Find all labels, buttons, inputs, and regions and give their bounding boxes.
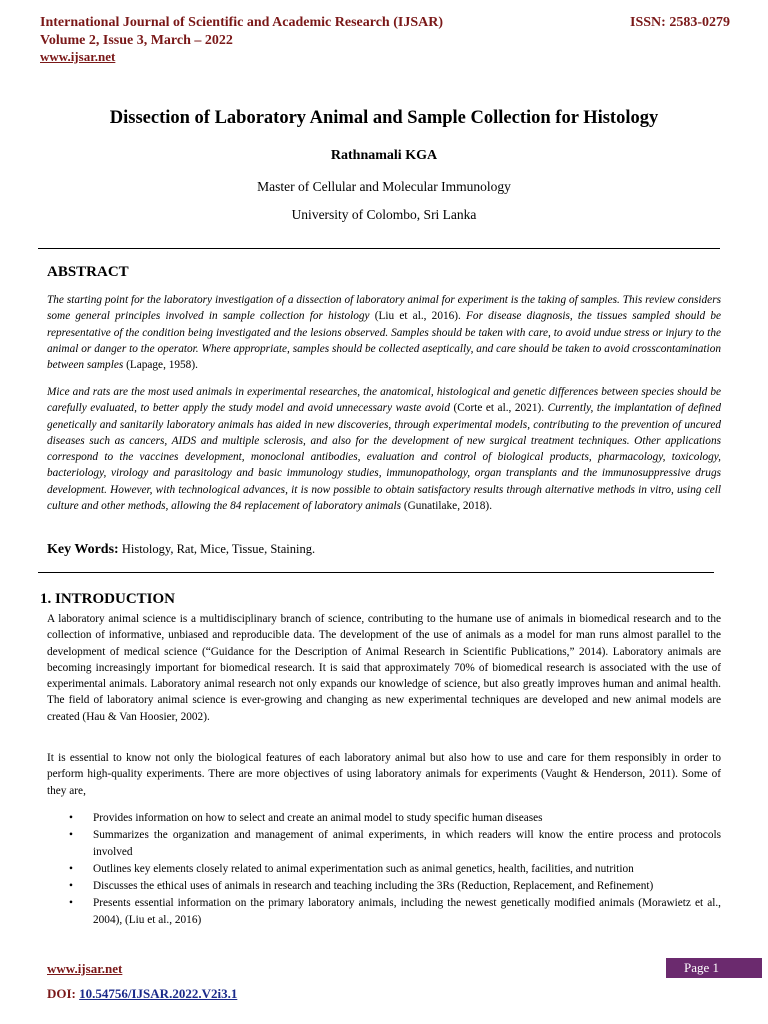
list-item bbox=[47, 861, 721, 877]
introduction-paragraph-2: It is essential to know not only the biological features of each laboratory animal but also how to use and care for them responsibly in order to perform high-quality experiments. There are more objectives of using laboratory animals for experiments (Vaught & Henderson, 2011). Some of they are, bbox=[47, 752, 721, 797]
list-item-text: Provides information on how to select and create an animal model to study specific human diseases bbox=[93, 812, 543, 824]
abstract-p1-italic-b: For disease diagnosis, the tissues sampled should be representative of the condition being investigated and the lesions observed. Samples should be taken with care, to avoid undue stress or injury to the animal or danger to the operator. Where appropriate, samples should be collected aseptically, and care should be taken to avoid crosscontamination between samples bbox=[47, 310, 721, 372]
list-item-text: Summarizes the organization and management of animal experiments, in which readers will know the entire process and protocols involved bbox=[93, 829, 721, 858]
doi-link[interactable]: 10.54756/IJSAR.2022.V2i3.1 bbox=[79, 986, 238, 1001]
divider-top bbox=[38, 248, 720, 249]
journal-header bbox=[40, 14, 730, 65]
bullet-icon: • bbox=[69, 880, 73, 893]
bullet-icon: • bbox=[69, 829, 73, 842]
abstract-paragraph-2 bbox=[47, 384, 721, 514]
paper-title: Dissection of Laboratory Animal and Sample Collection for Histology bbox=[109, 108, 659, 128]
introduction-paragraph-1: A laboratory animal science is a multidisciplinary branch of science, contributing to the humane use of animals in biomedical research and to the collection of informative, unbiased and reproducible data. The development of the use of animals as a model for man runs almost parallel to the development of medical science (“Guidance for the Description of Animal Research in Scientific Publications,” 2014). Laboratory animals are becoming increasingly important for biomedical research. It is said that approximately 70% of biomedical research is associated with the use of experimental animals. Laboratory animal research not only expands our knowledge of science, but also greatly improves human and animal health. The field of laboratory animal science is ever-growing and changing as new experimental techniques are developed and new animal models are created (Hau & Van Hoosier, 2002). bbox=[47, 613, 721, 723]
page-number-badge: Page 1 bbox=[666, 958, 762, 978]
abstract-p1-citation-b: (Lapage, 1958). bbox=[123, 359, 198, 372]
abstract-p2-italic-a: Mice and rats are the most used animals in experimental researches, the anatomical, histological and genetic differences between species should be carefully evaluated, to better apply the study model and avoid unnecessary waste avoid bbox=[47, 386, 721, 415]
issn: ISSN: 2583-0279 bbox=[630, 15, 730, 30]
keywords-label: Key Words: bbox=[47, 542, 119, 557]
list-item-text: Outlines key elements closely related to animal experimentation such as animal genetics, health, facilities, and nutrition bbox=[93, 862, 634, 875]
abstract-p2-citation-b: (Gunatilake, 2018). bbox=[401, 500, 493, 513]
list-item bbox=[47, 895, 721, 928]
list-item bbox=[47, 810, 721, 826]
doi bbox=[47, 986, 237, 1002]
footer-website-link[interactable]: www.ijsar.net bbox=[47, 961, 123, 976]
abstract-p1-italic-a: The starting point for the laboratory investigation of a dissection of laboratory animal for experiment is the taking of samples. This review considers some general principles involved in sample collection for histology bbox=[47, 294, 721, 323]
keywords bbox=[47, 542, 315, 558]
introduction-heading: 1. INTRODUCTION bbox=[40, 591, 176, 607]
bullet-icon: • bbox=[69, 897, 73, 910]
list-item bbox=[47, 827, 721, 860]
bullet-icon: • bbox=[69, 862, 73, 875]
header-website-link[interactable]: www.ijsar.net bbox=[40, 49, 116, 64]
list-item bbox=[47, 878, 721, 894]
list-item-text: Discusses the ethical uses of animals in research and teaching including the 3Rs (Reduction, Replacement, and Refinement) bbox=[93, 880, 654, 893]
abstract-p2-citation-a: (Corte et al., 2021). bbox=[449, 402, 548, 415]
list-item-text: Presents essential information on the primary laboratory animals, including the newest genetically modified animals (Morawietz et al., 2004), (Liu et al., 2016) bbox=[93, 897, 721, 926]
keywords-text: Histology, Rat, Mice, Tissue, Staining. bbox=[118, 542, 316, 556]
doi-label: DOI: bbox=[47, 986, 80, 1001]
abstract-p2-italic-b: Currently, the implantation of defined genetically and sanitarily laboratory animals has aided in new discoveries, through experimental models, contributing to the prevention of uncured diseases such as cancers, AIDS and multiple sclerosis, and also for the development of new surgical treatment techniques. Other applications correspond to the vaccines development, monoclonal antibodies, evaluation and control of biological products, pharmacology, toxicology, bacteriology, virology and parasitology and basic immunology studies, immunopathology, organ transplants and the immunosuppressive drugs development. However, with technological advances, it is now possible to obtain satisfactory results through alternative methods in vitro, using cell culture and other methods, allowing the 84 replacement of laboratory animals bbox=[47, 402, 721, 513]
journal-name: International Journal of Scientific and Academic Research (IJSAR) bbox=[40, 15, 443, 30]
abstract-heading: ABSTRACT bbox=[47, 264, 129, 280]
divider-keywords bbox=[38, 572, 714, 573]
objectives-list bbox=[47, 810, 721, 929]
author-name: Rathnamali KGA bbox=[330, 148, 438, 163]
affiliation-program: Master of Cellular and Molecular Immunology bbox=[257, 179, 511, 194]
abstract-paragraph-1 bbox=[47, 292, 721, 373]
affiliation-university: University of Colombo, Sri Lanka bbox=[291, 207, 477, 222]
abstract-p1-citation-a: (Liu et al., 2016). bbox=[369, 310, 467, 323]
volume-info: Volume 2, Issue 3, March – 2022 bbox=[40, 33, 233, 48]
bullet-icon: • bbox=[69, 812, 73, 824]
